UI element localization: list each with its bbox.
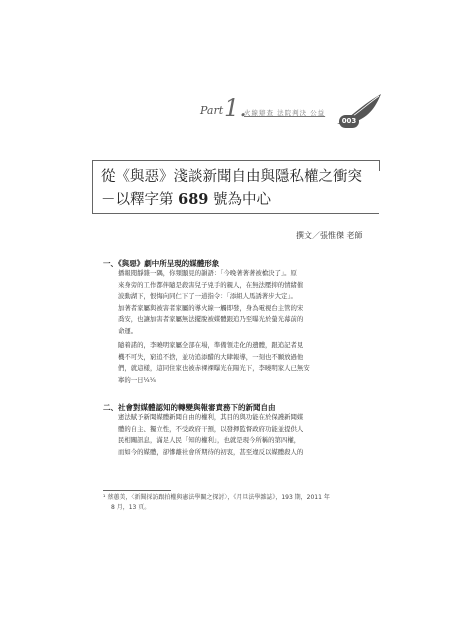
title-line-2-prefix: －以釋字第 [101, 192, 174, 208]
part-number: 1. [224, 94, 247, 122]
section-heading-2: 二、社會對媒體認知的轉變與報審責務下的新聞自由 [103, 403, 276, 412]
section-1-paragraph-1 [118, 268, 370, 337]
text-line: 而如今的媒體，卻慘離社會所期待的初衷，甚至違反以媒體殺人的 [118, 447, 304, 456]
part-label: Part [200, 104, 224, 117]
section-2-paragraph-1 [118, 412, 370, 458]
footnote-line: 8 月，13 頁。 [111, 504, 151, 511]
title-line-2-suffix: 號為中心 [213, 192, 271, 208]
footnote [103, 493, 365, 513]
text-line: 加著者家屬與被害者家屬的導火線一觸即發，身為電視台主管的宋 [118, 303, 304, 312]
text-line: 體的自主、獨立性，不受政府干預，以發揮監督政府功能並提供人 [118, 424, 304, 433]
section-title: 火線辯查 法院判決 公益 [244, 109, 326, 117]
footnote-line: ¹ 蔡蕙美，〈新聞採訪跟拍權與憲法學關之探討〉，《月旦法學雜誌》，193 期，2011 年 [103, 494, 330, 501]
text-line: 喬安，也讓加害者家屬無法擺脫被媒體跟追乃至曝光於螢光幕前的 [118, 315, 304, 323]
title-line-2-number: 689 [178, 191, 209, 208]
text-line: 機不可失，窮追不捨，並功追添醋的大肆報導，一刻也不願放過他 [118, 352, 304, 361]
section-1-paragraph-2 [118, 340, 370, 386]
title-box [92, 160, 379, 214]
text-line: 民相關訊息，滿足人民「知的權利」，也就是現今所稱的第四權， [118, 436, 301, 444]
text-line: 波動湖下，恨悔向同仁下了一道指令：「添組人馬誘著步大定」。 [118, 292, 297, 300]
section-heading-1: 一、《與惡》劇中所呈現的媒體形象 [103, 259, 220, 268]
title-box-corner [370, 160, 380, 171]
text-line: 寧的一日¼¼ [118, 375, 156, 384]
text-line: 們，就這樣，這同住家也被赤裸裸曝光在陽光下，李曉明家人已無安 [118, 364, 310, 372]
title-line-1: 從《與惡》淺談新聞自由與隱私權之衝突 [101, 169, 362, 185]
text-line: 播報閱靜雜一隅，你頻顯見的韻語：「今晚著著著被槍決了」。原 [118, 269, 297, 277]
footnote-rule [103, 490, 171, 491]
author-byline: 撰文／張惟傑 老師 [296, 231, 363, 240]
text-line: 憲法賦予新聞媒體新聞自由的權利，其目的與功能在於保護新聞媒 [118, 413, 304, 421]
title-line-2 [101, 188, 271, 209]
text-line: 命運。 [118, 326, 138, 335]
page-number-badge: 003 [339, 115, 359, 128]
text-line: 隨着諾的，李曉明家屬全部在場，準備領走化的遺體，跟追記者見 [118, 341, 304, 349]
text-line: 來身旁的工作都伴隨是殺害兒子兇手的親人，在無法壓抑的情緒催 [118, 280, 304, 289]
